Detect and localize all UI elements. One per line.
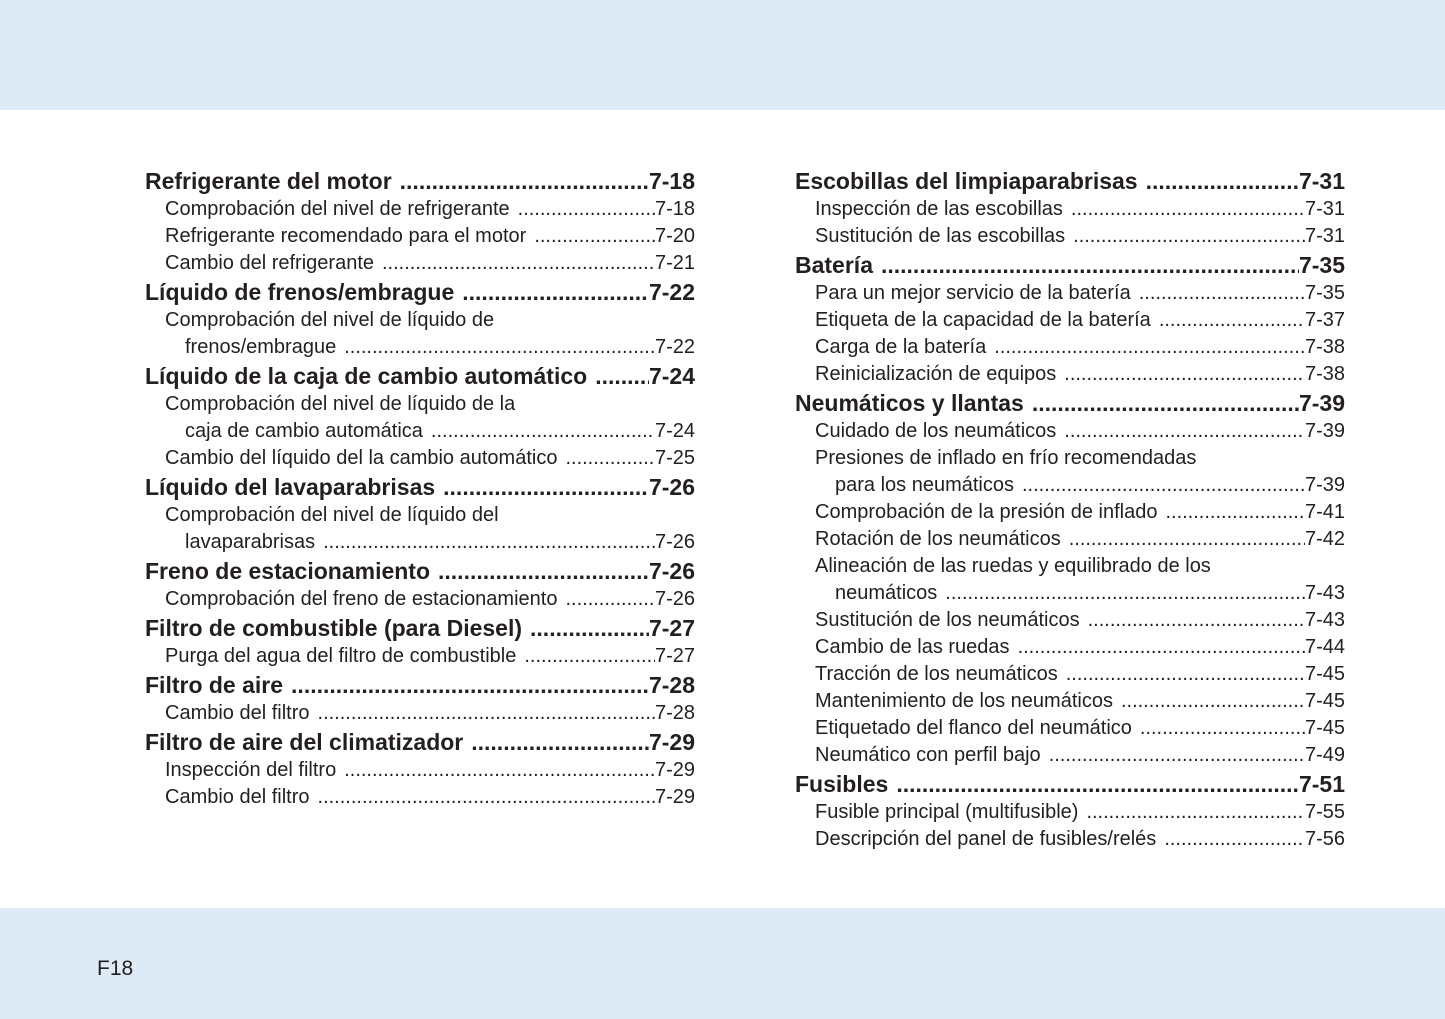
- dot-leader: [1165, 499, 1305, 526]
- toc-entry-page: 7-38: [1304, 336, 1345, 358]
- dot-leader: [896, 769, 1299, 799]
- toc-entry-page: 7-44: [1304, 636, 1345, 658]
- dot-leader: [1086, 799, 1305, 826]
- toc-entry[interactable]: [145, 556, 695, 586]
- dot-leader: [318, 784, 655, 811]
- dot-leader: [382, 250, 655, 277]
- toc-entry[interactable]: [145, 757, 695, 784]
- toc-entry-page: 7-35: [1304, 282, 1345, 304]
- toc-entry-title: Sustitución de los neumáticos: [815, 609, 1080, 631]
- toc-entry-title: Cambio del filtro: [165, 786, 310, 808]
- toc-entry-page: 7-22: [654, 336, 695, 358]
- toc-entry[interactable]: [145, 529, 695, 556]
- toc-entry-page: 7-41: [1304, 501, 1345, 523]
- toc-entry-page: 7-29: [648, 729, 695, 755]
- toc-entry[interactable]: [795, 250, 1345, 280]
- toc-entry[interactable]: [795, 799, 1345, 826]
- toc-entry-title: Purga del agua del filtro de combustible: [165, 645, 517, 667]
- dot-leader: [1139, 280, 1305, 307]
- toc-entry[interactable]: [795, 334, 1345, 361]
- dot-leader: [438, 556, 649, 586]
- dot-leader: [1018, 634, 1305, 661]
- dot-leader: [1022, 472, 1305, 499]
- dot-leader: [1049, 742, 1305, 769]
- toc-entry-page: 7-38: [1304, 363, 1345, 385]
- toc-entry-title: Tracción de los neumáticos: [815, 663, 1058, 685]
- toc-entry[interactable]: [795, 742, 1345, 769]
- dot-leader: [565, 445, 655, 472]
- dot-leader: [471, 727, 649, 757]
- toc-right-column: [795, 166, 1345, 853]
- toc-entry[interactable]: [145, 334, 695, 361]
- toc-entry[interactable]: [145, 307, 695, 334]
- toc-entry-title: Mantenimiento de los neumáticos: [815, 690, 1113, 712]
- toc-left-column: [145, 166, 695, 811]
- toc-entry-page: 7-45: [1304, 717, 1345, 739]
- toc-entry-title: Etiquetado del flanco del neumático: [815, 717, 1132, 739]
- toc-entry[interactable]: [145, 586, 695, 613]
- toc-entry[interactable]: [795, 445, 1345, 472]
- toc-entry-title: Neumáticos y llantas: [795, 390, 1024, 416]
- toc-entry-title: Etiqueta de la capacidad de la batería: [815, 309, 1151, 331]
- toc-entry-title: Presiones de inflado en frío recomendadas: [815, 447, 1197, 469]
- toc-entry-title: Comprobación del nivel de líquido de la: [165, 393, 516, 415]
- toc-entry-title: Sustitución de las escobillas: [815, 225, 1066, 247]
- dot-leader: [945, 580, 1305, 607]
- toc-entry[interactable]: [795, 769, 1345, 799]
- toc-entry[interactable]: [795, 280, 1345, 307]
- toc-entry-title: lavaparabrisas: [185, 531, 316, 553]
- dot-leader: [431, 418, 655, 445]
- toc-entry[interactable]: [795, 688, 1345, 715]
- dot-leader: [1069, 526, 1305, 553]
- toc-entry-page: 7-37: [1304, 309, 1345, 331]
- toc-entry[interactable]: [145, 391, 695, 418]
- toc-entry-page: 7-35: [1298, 252, 1345, 278]
- dot-leader: [323, 529, 655, 556]
- toc-entry-title: Comprobación del nivel de líquido de: [165, 309, 495, 331]
- dot-leader: [530, 613, 649, 643]
- toc-entry-page: 7-45: [1304, 663, 1345, 685]
- toc-entry-page: 7-18: [654, 198, 695, 220]
- toc-entry-title: Líquido del lavaparabrisas: [145, 474, 436, 500]
- toc-entry-page: 7-26: [648, 558, 695, 584]
- toc-entry-page: 7-21: [654, 252, 695, 274]
- toc-entry-page: 7-49: [1304, 744, 1345, 766]
- toc-entry-title: Filtro de aire del climatizador: [145, 729, 464, 755]
- toc-entry[interactable]: [145, 670, 695, 700]
- toc-entry[interactable]: [145, 196, 695, 223]
- toc-entry[interactable]: [145, 613, 695, 643]
- toc-entry[interactable]: [795, 418, 1345, 445]
- toc-entry-title: Comprobación del nivel de refrigerante: [165, 198, 510, 220]
- toc-entry[interactable]: [145, 418, 695, 445]
- dot-leader: [994, 334, 1305, 361]
- toc-entry[interactable]: [145, 700, 695, 727]
- toc-entry-title: Cambio del refrigerante: [165, 252, 374, 274]
- toc-entry-title: Fusibles: [795, 771, 889, 797]
- toc-entry-page: 7-27: [648, 615, 695, 641]
- toc-entry-title: Comprobación del freno de estacionamiento: [165, 588, 558, 610]
- toc-entry-title: Cambio de las ruedas: [815, 636, 1010, 658]
- toc-entry-page: 7-31: [1298, 168, 1345, 194]
- toc-entry[interactable]: [795, 553, 1345, 580]
- toc-entry-title: Cambio del líquido del la cambio automático: [165, 447, 558, 469]
- dot-leader: [518, 196, 655, 223]
- toc-entry-title: Comprobación de la presión de inflado: [815, 501, 1158, 523]
- toc-entry-title: Rotación de los neumáticos: [815, 528, 1061, 550]
- dot-leader: [443, 472, 649, 502]
- toc-entry[interactable]: [145, 472, 695, 502]
- toc-entry-page: 7-24: [648, 363, 695, 389]
- toc-entry[interactable]: [795, 499, 1345, 526]
- dot-leader: [1140, 715, 1305, 742]
- toc-entry-title: Reinicialización de equipos: [815, 363, 1057, 385]
- toc-entry-title: Comprobación del nivel de líquido del: [165, 504, 499, 526]
- dot-leader: [291, 670, 649, 700]
- toc-entry-title: Descripción del panel de fusibles/relés: [815, 828, 1157, 850]
- dot-leader: [1071, 196, 1305, 223]
- dot-leader: [1064, 361, 1305, 388]
- dot-leader: [1088, 607, 1305, 634]
- toc-entry-page: 7-29: [654, 786, 695, 808]
- toc-entry-title: Líquido de la caja de cambio automático: [145, 363, 588, 389]
- dot-leader: [1032, 388, 1299, 418]
- toc-entry[interactable]: [795, 361, 1345, 388]
- toc-entry-title: Inspección del filtro: [165, 759, 337, 781]
- dot-leader: [524, 643, 655, 670]
- dot-leader: [1066, 661, 1305, 688]
- toc-entry-title: Refrigerante del motor: [145, 168, 392, 194]
- toc-entry-title: para los neumáticos: [835, 474, 1014, 496]
- dot-leader: [1146, 166, 1299, 196]
- toc-entry-title: Escobillas del limpiaparabrisas: [795, 168, 1138, 194]
- toc-entry[interactable]: [145, 361, 695, 391]
- toc-entry[interactable]: [795, 607, 1345, 634]
- toc-entry-page: 7-43: [1304, 582, 1345, 604]
- toc-entry-page: 7-29: [654, 759, 695, 781]
- toc-entry-page: 7-26: [654, 588, 695, 610]
- toc-entry-page: 7-27: [654, 645, 695, 667]
- page-number: F18: [97, 957, 134, 980]
- toc-entry-page: 7-22: [648, 279, 695, 305]
- toc-entry[interactable]: [795, 526, 1345, 553]
- toc-entry-title: Freno de estacionamiento: [145, 558, 431, 584]
- toc-entry-page: 7-55: [1304, 801, 1345, 823]
- toc-entry-title: Líquido de frenos/embrague: [145, 279, 455, 305]
- toc-entry[interactable]: [795, 826, 1345, 853]
- toc-entry-page: 7-42: [1304, 528, 1345, 550]
- dot-leader: [565, 586, 655, 613]
- toc-entry[interactable]: [795, 661, 1345, 688]
- dot-leader: [400, 166, 649, 196]
- toc-entry-title: Cambio del filtro: [165, 702, 310, 724]
- toc-entry[interactable]: [145, 277, 695, 307]
- toc-entry[interactable]: [795, 307, 1345, 334]
- dot-leader: [344, 757, 655, 784]
- toc-entry[interactable]: [795, 634, 1345, 661]
- dot-leader: [595, 361, 649, 391]
- toc-entry[interactable]: [145, 445, 695, 472]
- dot-leader: [1164, 826, 1305, 853]
- toc-entry-title: Neumático con perfil bajo: [815, 744, 1041, 766]
- toc-entry-title: neumáticos: [835, 582, 938, 604]
- dot-leader: [462, 277, 649, 307]
- toc-entry-title: Para un mejor servicio de la batería: [815, 282, 1131, 304]
- toc-entry-title: Filtro de aire: [145, 672, 284, 698]
- toc-entry-page: 7-20: [654, 225, 695, 247]
- toc-entry[interactable]: [795, 580, 1345, 607]
- toc-entry[interactable]: [145, 727, 695, 757]
- header-band: [0, 0, 1445, 110]
- toc-entry[interactable]: [145, 784, 695, 811]
- toc-entry-page: 7-39: [1304, 420, 1345, 442]
- toc-entry-page: 7-24: [654, 420, 695, 442]
- dot-leader: [1159, 307, 1305, 334]
- toc-entry[interactable]: [145, 250, 695, 277]
- toc-entry-title: Batería: [795, 252, 873, 278]
- dot-leader: [881, 250, 1299, 280]
- toc-entry[interactable]: [795, 715, 1345, 742]
- toc-entry[interactable]: [145, 223, 695, 250]
- dot-leader: [1121, 688, 1305, 715]
- toc-entry[interactable]: [145, 643, 695, 670]
- toc-entry-title: Refrigerante recomendado para el motor: [165, 225, 527, 247]
- toc-entry-page: 7-45: [1304, 690, 1345, 712]
- footer-band: [0, 908, 1445, 1019]
- dot-leader: [318, 700, 655, 727]
- toc-entry-page: 7-28: [648, 672, 695, 698]
- toc-entry-page: 7-18: [648, 168, 695, 194]
- toc-entry-title: Carga de la batería: [815, 336, 987, 358]
- toc-entry-title: Cuidado de los neumáticos: [815, 420, 1057, 442]
- dot-leader: [534, 223, 655, 250]
- toc-entry-page: 7-51: [1298, 771, 1345, 797]
- toc-entry-page: 7-39: [1298, 390, 1345, 416]
- toc-entry-page: 7-28: [654, 702, 695, 724]
- toc-entry-page: 7-31: [1304, 225, 1345, 247]
- toc-entry[interactable]: [145, 502, 695, 529]
- toc-entry-title: Filtro de combustible (para Diesel): [145, 615, 523, 641]
- toc-entry-title: frenos/embrague: [185, 336, 337, 358]
- toc-entry-page: 7-26: [648, 474, 695, 500]
- toc-entry[interactable]: [795, 472, 1345, 499]
- toc-entry-page: 7-25: [654, 447, 695, 469]
- toc-entry-title: Fusible principal (multifusible): [815, 801, 1079, 823]
- toc-entry[interactable]: [145, 166, 695, 196]
- toc-entry-page: 7-31: [1304, 198, 1345, 220]
- toc-entry-page: 7-56: [1304, 828, 1345, 850]
- toc-entry[interactable]: [795, 196, 1345, 223]
- toc-entry-title: Inspección de las escobillas: [815, 198, 1063, 220]
- toc-entry-page: 7-39: [1304, 474, 1345, 496]
- dot-leader: [1073, 223, 1305, 250]
- toc-entry[interactable]: [795, 166, 1345, 196]
- toc-entry-page: 7-26: [654, 531, 695, 553]
- toc-entry-title: caja de cambio automática: [185, 420, 423, 442]
- toc-entry[interactable]: [795, 388, 1345, 418]
- toc-entry[interactable]: [795, 223, 1345, 250]
- toc-entry-title: Alineación de las ruedas y equilibrado de los: [815, 555, 1211, 577]
- toc-entry-page: 7-43: [1304, 609, 1345, 631]
- dot-leader: [344, 334, 655, 361]
- dot-leader: [1064, 418, 1305, 445]
